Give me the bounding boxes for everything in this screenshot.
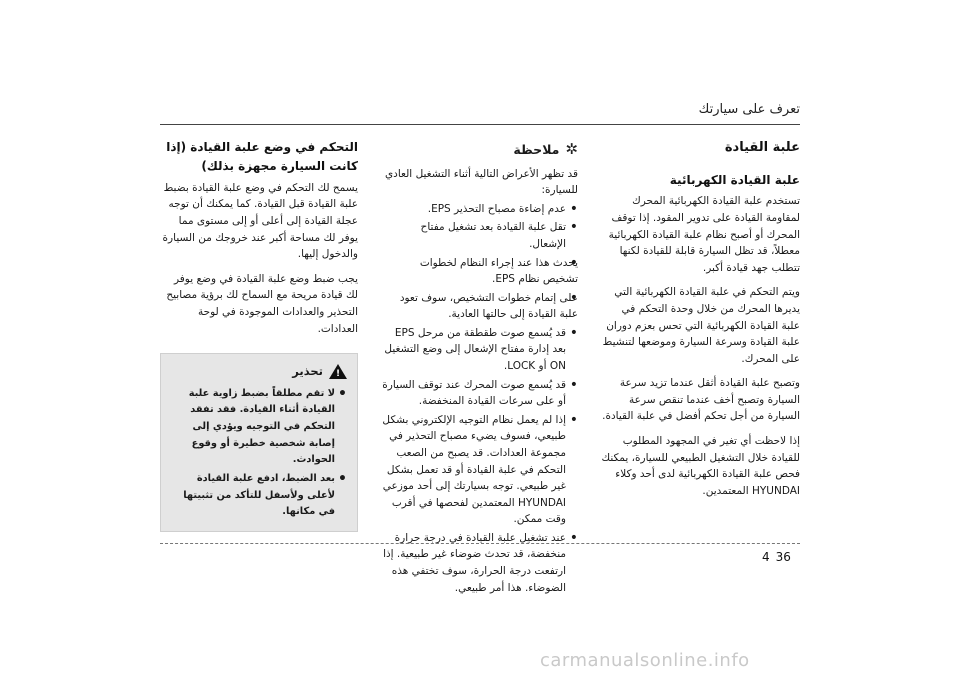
list-item: • يحدث هذا عند إجراء النظام لخطوات تشخيص نظام EPS.: [382, 255, 578, 288]
header-rule: [160, 124, 800, 125]
chapter-number: 4: [762, 550, 770, 564]
subsection-title-tilt: التحكم في وضع علبة القيادة (إذا كانت السيارة مجهزة بذلك): [166, 140, 358, 173]
note-title: ملاحظة: [513, 141, 560, 157]
note-bullet-list: [382, 201, 578, 596]
column-steering-wheel: [600, 138, 800, 507]
watermark-text: carmanualsonline.info: [540, 650, 750, 671]
list-item: • على إتمام خطوات التشخيص، سوف تعود علبة القيادة إلى حالتها العادية.: [382, 290, 578, 323]
page-number: [762, 550, 791, 564]
list-item: • بعد الضبط، ادفع علبة القيادة لأعلى ولأسفل للتأكد من تثبيتها في مكانها.: [171, 471, 347, 521]
warning-heading: [171, 362, 347, 382]
column-note: [382, 138, 578, 598]
list-item: • قد يُسمع صوت طقطقة من مرحل EPS بعد إدارة مفتاح الإشعال إلى وضع التشغيل ON أو LOCK.: [382, 325, 578, 375]
page-header-title: تعرف على سيارتك: [698, 102, 800, 117]
paragraph: إذا لاحظت أي تغير في المجهود المطلوب للقيادة خلال التشغيل الطبيعي للسيارة، يمكنك فحص علبة القيادة الكهربائية لدى أحد وكلاء HYUNDAI المعتمدين.: [601, 435, 800, 497]
warning-bullet-list: [171, 386, 347, 521]
subsection-title-eps: علبة القيادة الكهربائية: [669, 172, 800, 187]
paragraph: يجب ضبط وضع علبة القيادة في وضع يوفر لك قيادة مريحة مع السماح لك برؤية مصابيح التحذير والعدادات الموجودة في لوحة العدادات.: [166, 272, 358, 335]
warning-box: [160, 353, 358, 532]
asterisk-icon: ✲: [565, 140, 578, 158]
column-tilt-steering: [160, 138, 358, 532]
warning-label: تحذير: [292, 364, 323, 379]
list-item: • عند تشغيل علبة القيادة في درجة حرارة منخفضة، قد تحدث ضوضاء غير طبيعية. إذا ارتفعت درجة الحرارة، سوف تختفي هذه الضوضاء. هذا أمر طبيعي.: [382, 530, 578, 596]
paragraph: وتصبح علبة القيادة أثقل عندما تزيد سرعة السيارة وتصبح أخف عندما تنقص سرعة السيارة من أجل تحكم أفضل في علبة القيادة.: [602, 377, 800, 423]
note-heading: [382, 138, 578, 162]
list-item: • إذا لم يعمل نظام التوجيه الإلكتروني بشكل طبيعي، فسوف يضيء مصباح التحذير في مجموعة العدادات. قد يصبح من الصعب التحكم في علبة القيادة أو قد تعمل بشكل غير طبيعي. توجه بسيارتك إلى أحد موزعي HYUNDAI المعتمدين لفحصها في أقرب وقت ممكن.: [382, 412, 578, 528]
list-item: • لا تقم مطلقاً بضبط زاوية علبة القيادة أثناء القيادة. فقد تفقد التحكم في التوجيه ويؤدي إلى إصابة شخصية خطيرة أو وقوع الحوادث.: [171, 386, 347, 469]
paragraph: يسمح لك التحكم في وضع علبة القيادة بضبط علبة القيادة قبل القيادة. كما يمكنك أن توجه عجلة القيادة إلى أعلى أو إلى مستوى مما يوفر لك مساحة أكبر عند خروجك من السيارة والدخول إليها.: [162, 181, 358, 261]
note-intro: قد تظهر الأعراض التالية أثناء التشغيل العادي للسيارة:: [384, 167, 578, 197]
section-title: علبة القيادة: [724, 140, 800, 155]
paragraph: ويتم التحكم في علبة القيادة الكهربائية التي يديرها المحرك من خلال وحدة التحكم في علبة القيادة الكهربائية التي تحس بعزم دوران علبة القيادة وسرعة السيارة وموضعها لتنشيط على المحرك.: [602, 286, 800, 365]
list-item: • قد يُسمع صوت المحرك عند توقف السيارة أو على سرعات القيادة المنخفضة.: [382, 377, 578, 410]
list-item: • تقل علبة القيادة بعد تشغيل مفتاح الإشعال.: [382, 219, 578, 252]
paragraph: تستخدم علبة القيادة الكهربائية المحرك لمقاومة القيادة على تدوير المقود. إذا توقف المحرك أو أصبح نظام علبة القيادة الكهربائية معطلاً، قد تظل السيارة قابلة للقيادة لكنها تتطلب جهد قيادة أكبر.: [608, 195, 800, 274]
footer-rule: [160, 543, 800, 544]
list-item: • عدم إضاءة مصباح التحذير EPS.: [382, 201, 578, 218]
warning-triangle-icon: !: [329, 364, 347, 379]
page-number-value: 36: [775, 550, 791, 564]
